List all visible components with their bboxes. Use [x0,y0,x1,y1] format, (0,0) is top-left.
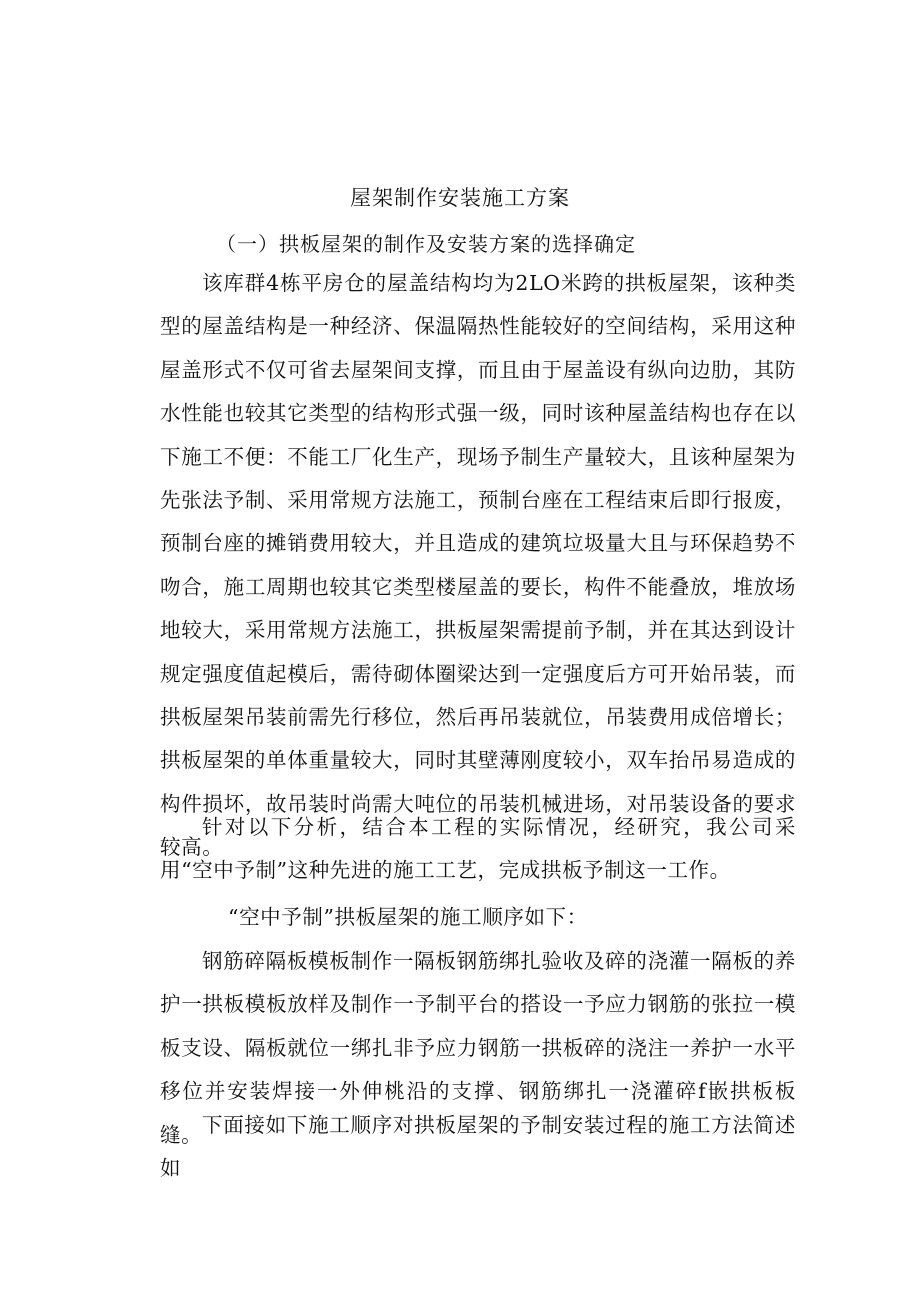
document-title: 屋架制作安装施工方案 [350,186,570,210]
paragraph-method-description-intro: 下面接如下施工顺序对拱板屋架的予制安装过程的施工方法简述如 [160,1113,796,1181]
paragraph-construction-sequence: 钢筋碎隔板模板制作一隔板钢筋绑扎验收及碎的浇灌一隔板的养护一拱板模板放样及制作一予制平台的搭设一予应力钢筋的张拉一模板支设、隔板就位一绑扎非予应力钢筋一拱板碎的浇注一养护一水平移位并安装焊接一外伸桃沿的支撑、钢筋绑扎一浇灌碎f嵌拱板板缝。 [160,949,796,1147]
paragraph-roof-structure-analysis: 该库群4栋平房仓的屋盖结构均为2LO米跨的拱板屋架，该种类型的屋盖结构是一种经济、保温隔热性能较好的空间结构，采用这种屋盖形式不仅可省去屋架间支撑，而且由于屋盖设有纵向边肋，其防水性能也较其它类型的结构形式强一级，同时该种屋盖结构也存在以下施工不便：不能工厂化生产，现场予制生产量较大，且该种屋架为先张法予制、采用常规方法施工，预制台座在工程结束后即行报废，预制台座的摊销费用较大，并且造成的建筑垃圾量大且与环保趋势不吻合，施工周期也较其它类型楼屋盖的要长，构件不能叠放，堆放场地较大，采用常规方法施工，拱板屋架需提前予制，并在其达到设计规定强度值起模后，需待砌体圈梁达到一定强度后方可开始吊装，而拱板屋架吊装前需先行移位，然后再吊装就位，吊装费用成倍增长；拱板屋架的单体重量较大，同时其壁薄刚度较小，双车抬吊易造成的构件损坏，故吊装时尚需大吨位的吊装机械进场，对吊装设备的要求较高。 [160,271,796,860]
section-heading: （一）拱板屋架的制作及安装方案的选择确定 [216,232,636,256]
paragraph-method-selection: 针对以下分析，结合本工程的实际情况，经研究，我公司采用“空中予制”这种先进的施工工艺，完成拱板予制这一工作。 [160,815,796,883]
paragraph-sequence-intro: “空中予制”拱板屋架的施工顺序如下： [228,905,588,929]
